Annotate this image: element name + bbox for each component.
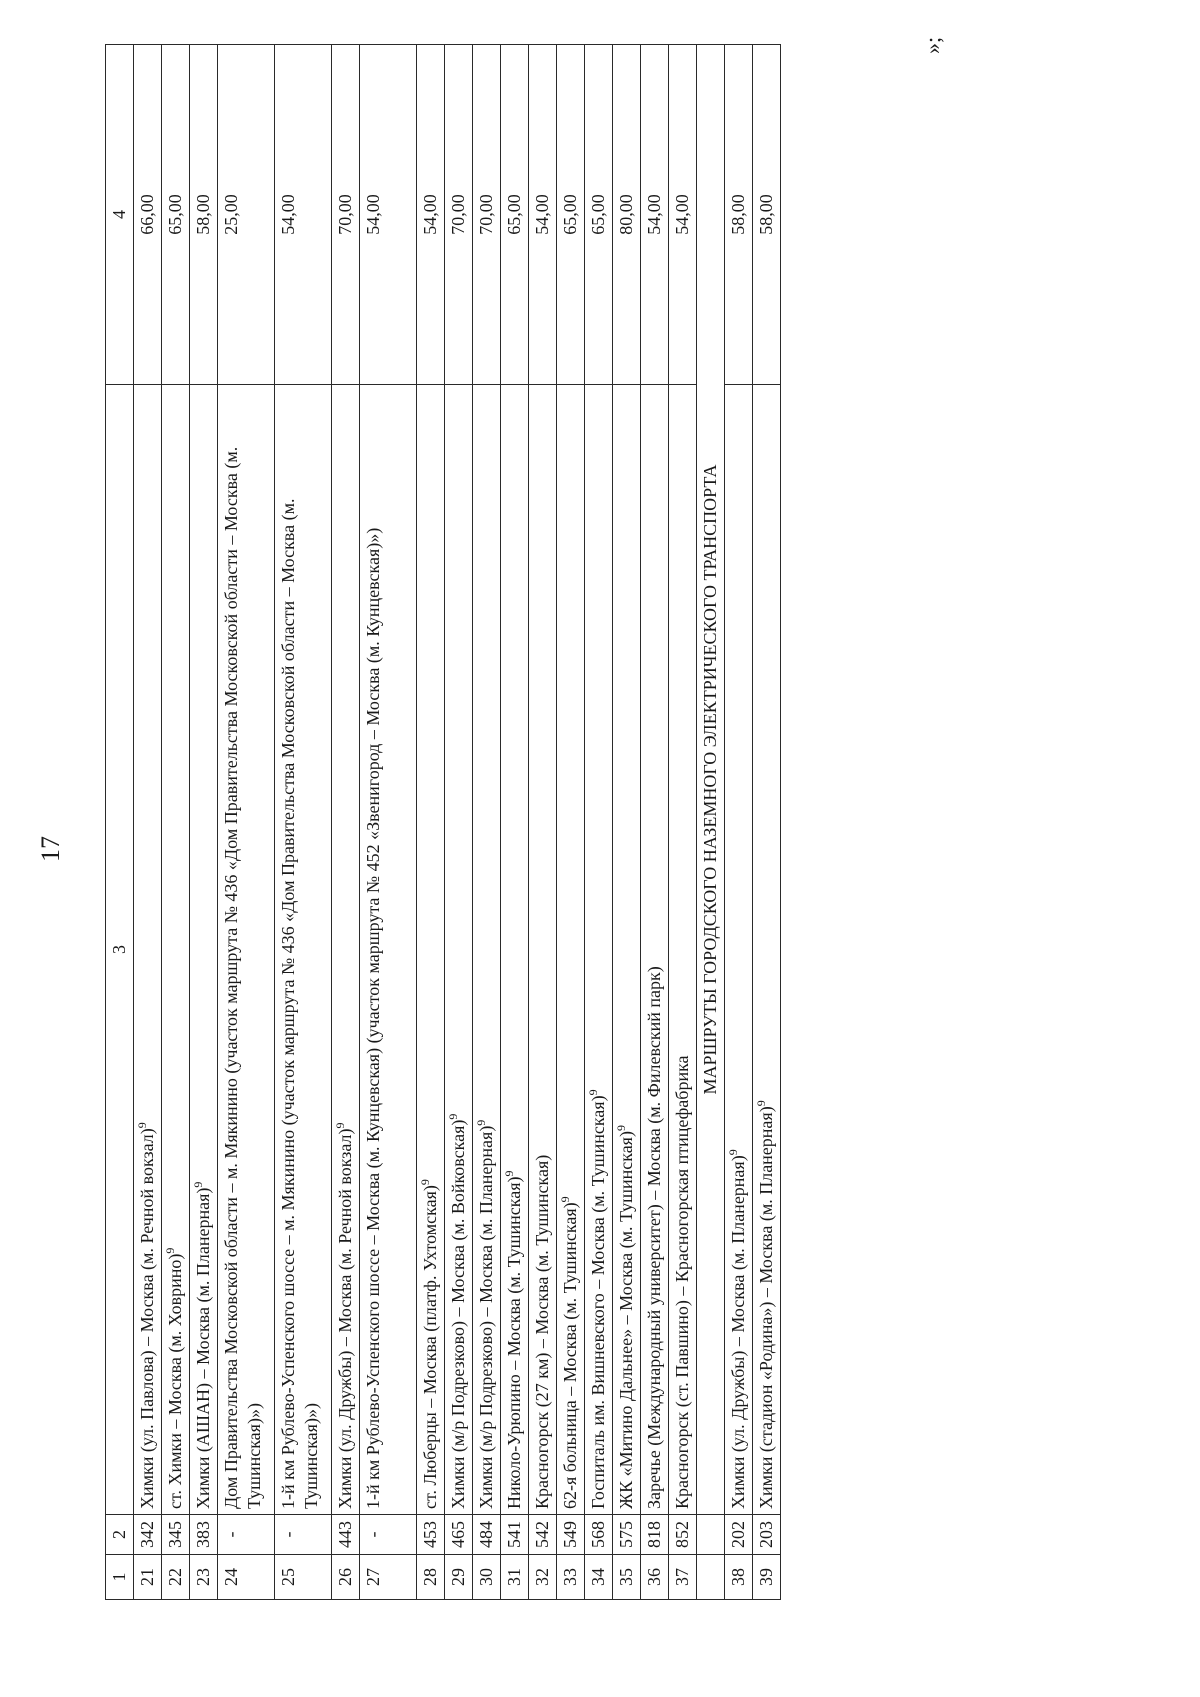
row-number-cell xyxy=(445,1555,473,1600)
fare-text: 54,00 xyxy=(532,194,552,235)
fare-cell xyxy=(641,45,669,385)
row-number-cell xyxy=(585,1555,613,1600)
fare-cell xyxy=(529,45,557,385)
fare-text: 58,00 xyxy=(756,194,776,235)
footnote-marker: 9 xyxy=(191,1181,205,1188)
fare-cell xyxy=(417,45,445,385)
fare-text: 70,00 xyxy=(476,194,496,235)
row-number-text: 27 xyxy=(363,1568,383,1586)
route-name-text: Химки (АШАН) – Москва (м. Планерная) xyxy=(193,1187,213,1509)
empty-cell xyxy=(697,1515,725,1555)
route-code-cell xyxy=(134,1515,162,1555)
route-name-cell xyxy=(360,385,417,1515)
route-code-cell xyxy=(473,1515,501,1555)
route-code-text: 549 xyxy=(560,1521,580,1548)
route-name-text: Госпиталь им. Вишневского – Москва (м. Тушинская) xyxy=(588,1095,608,1509)
table-row xyxy=(585,45,613,1600)
route-name-text: 62-я больница – Москва (м. Тушинская) xyxy=(560,1202,580,1509)
table-row xyxy=(501,45,529,1600)
route-code-cell xyxy=(445,1515,473,1555)
footnote-marker: 9 xyxy=(586,1089,600,1096)
row-number-cell xyxy=(725,1555,753,1600)
table-row xyxy=(190,45,218,1600)
fare-text: 54,00 xyxy=(278,194,298,235)
route-name-cell xyxy=(218,385,275,1515)
fare-text: 65,00 xyxy=(560,194,580,235)
row-number-text: 33 xyxy=(560,1568,580,1586)
route-name-text: Красногорск (27 км) – Москва (м. Тушинская) xyxy=(532,1154,552,1509)
row-number-cell xyxy=(162,1555,190,1600)
route-code-text: - xyxy=(278,1531,298,1538)
row-number-cell xyxy=(641,1555,669,1600)
row-number-text: 35 xyxy=(616,1568,636,1586)
route-code-text: 852 xyxy=(672,1521,692,1548)
row-number-cell xyxy=(134,1555,162,1600)
route-name-text: Красногорск (ст. Павшино) – Красногорская птицефабрика xyxy=(672,1055,692,1509)
route-name-cell xyxy=(585,385,613,1515)
route-code-cell xyxy=(417,1515,445,1555)
page-number: 17 xyxy=(36,836,65,862)
row-number-cell xyxy=(218,1555,275,1600)
route-code-cell xyxy=(218,1515,275,1555)
fare-cell xyxy=(162,45,190,385)
table-row xyxy=(529,45,557,1600)
route-code-text: 542 xyxy=(532,1521,552,1548)
route-code-text: 202 xyxy=(728,1521,748,1548)
route-code-text: 568 xyxy=(588,1521,608,1548)
route-code-text: 342 xyxy=(137,1521,157,1548)
route-code-text: 818 xyxy=(644,1521,664,1548)
route-name-cell xyxy=(417,385,445,1515)
route-code-cell xyxy=(669,1515,697,1555)
table-row xyxy=(557,45,585,1600)
route-name-cell xyxy=(529,385,557,1515)
table-row xyxy=(753,45,781,1600)
route-name-text: ст. Химки – Москва (м. Ховрино) xyxy=(165,1253,185,1509)
header-cell: 4 xyxy=(106,45,134,385)
row-number-cell xyxy=(275,1555,332,1600)
fare-cell xyxy=(725,45,753,385)
fare-text: 54,00 xyxy=(363,194,383,235)
route-code-cell xyxy=(360,1515,417,1555)
fare-cell xyxy=(332,45,360,385)
route-name-cell xyxy=(753,385,781,1515)
route-code-cell xyxy=(613,1515,641,1555)
route-code-cell xyxy=(190,1515,218,1555)
route-name-cell xyxy=(725,385,753,1515)
route-name-cell xyxy=(613,385,641,1515)
fare-cell xyxy=(473,45,501,385)
footnote-marker: 9 xyxy=(446,1113,460,1120)
route-code-text: 541 xyxy=(504,1521,524,1548)
route-code-cell xyxy=(585,1515,613,1555)
table-row xyxy=(473,45,501,1600)
row-number-cell xyxy=(417,1555,445,1600)
footnote-marker: 9 xyxy=(614,1125,628,1132)
fare-cell xyxy=(190,45,218,385)
route-code-text: 345 xyxy=(165,1521,185,1548)
route-name-text: 1-й км Рублево-Успенского шоссе – м. Мякинино (участок маршрута № 436 «Дом Правительства Московской области – Москва (м. Тушинская)») xyxy=(278,498,321,1509)
footnote-marker: 9 xyxy=(726,1149,740,1156)
header-cell: 1 xyxy=(106,1555,134,1600)
route-name-cell xyxy=(134,385,162,1515)
fare-cell xyxy=(753,45,781,385)
route-code-cell xyxy=(275,1515,332,1555)
route-name-cell xyxy=(473,385,501,1515)
fare-cell xyxy=(557,45,585,385)
route-code-cell xyxy=(753,1515,781,1555)
fare-text: 80,00 xyxy=(616,194,636,235)
footnote-marker: 9 xyxy=(502,1170,516,1177)
table-row xyxy=(417,45,445,1600)
route-name-cell xyxy=(557,385,585,1515)
header-cell: 3 xyxy=(106,385,134,1515)
row-number-text: 34 xyxy=(588,1568,608,1586)
footnote-marker: 9 xyxy=(754,1100,768,1107)
footnote-marker: 9 xyxy=(163,1247,177,1254)
route-name-text: Химки (стадион «Родина») – Москва (м. Планерная) xyxy=(756,1106,776,1509)
row-number-text: 37 xyxy=(672,1568,692,1586)
route-name-cell xyxy=(275,385,332,1515)
route-name-text: 1-й км Рублево-Успенского шоссе – Москва (м. Кунцевская) (участок маршрута № 452 «Звенигород – Москва (м. Кунцевская)») xyxy=(363,527,383,1509)
route-code-cell xyxy=(557,1515,585,1555)
route-code-cell xyxy=(162,1515,190,1555)
route-name-text: ЖК «Митино Дальнее» – Москва (м. Тушинская) xyxy=(616,1131,636,1509)
table-row xyxy=(641,45,669,1600)
row-number-cell xyxy=(753,1555,781,1600)
footnote-marker: 9 xyxy=(558,1196,572,1203)
table-row xyxy=(134,45,162,1600)
route-code-cell xyxy=(529,1515,557,1555)
fare-text: 54,00 xyxy=(420,194,440,235)
fare-cell xyxy=(134,45,162,385)
row-number-text: 21 xyxy=(137,1568,157,1586)
row-number-cell xyxy=(669,1555,697,1600)
fare-cell xyxy=(585,45,613,385)
fare-table-body xyxy=(106,45,781,1600)
fare-cell xyxy=(275,45,332,385)
fare-cell xyxy=(613,45,641,385)
table-row xyxy=(613,45,641,1600)
fare-table-rotated-container xyxy=(105,45,781,1600)
table-row xyxy=(162,45,190,1600)
table-row xyxy=(218,45,275,1600)
row-number-cell xyxy=(529,1555,557,1600)
route-name-text: Химки (ул. Дружбы) – Москва (м. Планерная) xyxy=(728,1155,748,1509)
row-number-cell xyxy=(332,1555,360,1600)
footnote-marker: 9 xyxy=(418,1179,432,1186)
empty-cell xyxy=(697,1555,725,1600)
row-number-text: 28 xyxy=(420,1568,440,1586)
table-row xyxy=(669,45,697,1600)
row-number-cell xyxy=(501,1555,529,1600)
table-row xyxy=(275,45,332,1600)
route-name-text: Химки (м/р Подрезково) – Москва (м. Войковская) xyxy=(448,1119,468,1509)
header-cell: 2 xyxy=(106,1515,134,1555)
footnote-marker: 9 xyxy=(474,1119,488,1126)
fare-table xyxy=(105,44,781,1600)
row-number-text: 24 xyxy=(221,1568,241,1586)
route-code-text: 575 xyxy=(616,1521,636,1548)
fare-cell xyxy=(218,45,275,385)
route-name-cell xyxy=(641,385,669,1515)
route-name-text: Дом Правительства Московской области – м. Мякинино (участок маршрута № 436 «Дом Правительства Московской области – Москва (м. Тушинская)») xyxy=(221,446,264,1509)
fare-text: 25,00 xyxy=(221,194,241,235)
row-number-text: 31 xyxy=(504,1568,524,1586)
row-number-text: 26 xyxy=(335,1568,355,1586)
route-name-text: Заречье (Международный университет) – Москва (м. Филевский парк) xyxy=(644,966,664,1509)
fare-text: 70,00 xyxy=(335,194,355,235)
route-code-text: - xyxy=(363,1531,383,1538)
route-code-text: 443 xyxy=(335,1521,355,1548)
route-code-text: 465 xyxy=(448,1521,468,1548)
fare-text: 65,00 xyxy=(165,194,185,235)
row-number-text: 38 xyxy=(728,1568,748,1586)
route-name-cell xyxy=(501,385,529,1515)
fare-text: 65,00 xyxy=(588,194,608,235)
fare-text: 65,00 xyxy=(504,194,524,235)
table-row xyxy=(332,45,360,1600)
row-number-text: 32 xyxy=(532,1568,552,1586)
fare-text: 58,00 xyxy=(728,194,748,235)
row-number-cell xyxy=(613,1555,641,1600)
route-name-cell xyxy=(669,385,697,1515)
table-row xyxy=(360,45,417,1600)
row-number-cell xyxy=(190,1555,218,1600)
fare-cell xyxy=(360,45,417,385)
row-number-cell xyxy=(557,1555,585,1600)
table-row xyxy=(445,45,473,1600)
row-number-text: 30 xyxy=(476,1568,496,1586)
row-number-text: 39 xyxy=(756,1568,776,1586)
route-name-text: ст. Люберцы – Москва (платф. Ухтомская) xyxy=(420,1185,440,1509)
row-number-text: 25 xyxy=(278,1568,298,1586)
route-name-cell xyxy=(332,385,360,1515)
section-title: МАРШРУТЫ ГОРОДСКОГО НАЗЕМНОГО ЭЛЕКТРИЧЕСКОГО ТРАНСПОРТА xyxy=(697,45,725,1515)
route-name-text: Химки (м/р Подрезково) – Москва (м. Планерная) xyxy=(476,1125,496,1509)
fare-cell xyxy=(501,45,529,385)
route-name-text: Николо-Урюпино – Москва (м. Тушинская) xyxy=(504,1176,524,1509)
footnote-marker: 9 xyxy=(333,1122,347,1129)
row-number-cell xyxy=(473,1555,501,1600)
route-name-text: Химки (ул. Дружбы) – Москва (м. Речной вокзал) xyxy=(335,1128,355,1509)
fare-text: 70,00 xyxy=(448,194,468,235)
route-code-text: 203 xyxy=(756,1521,776,1548)
row-number-text: 29 xyxy=(448,1568,468,1586)
row-number-cell xyxy=(360,1555,417,1600)
route-name-text: Химки (ул. Павлова) – Москва (м. Речной вокзал) xyxy=(137,1128,157,1509)
route-code-text: 453 xyxy=(420,1521,440,1548)
fare-text: 54,00 xyxy=(644,194,664,235)
fare-text: 54,00 xyxy=(672,194,692,235)
row-number-text: 23 xyxy=(193,1568,213,1586)
route-code-text: 383 xyxy=(193,1521,213,1548)
closing-quote-mark: »; xyxy=(920,36,945,54)
route-code-text: 484 xyxy=(476,1521,496,1548)
route-code-cell xyxy=(332,1515,360,1555)
route-name-cell xyxy=(162,385,190,1515)
route-code-cell xyxy=(501,1515,529,1555)
fare-cell xyxy=(445,45,473,385)
fare-cell xyxy=(669,45,697,385)
section-heading-row xyxy=(697,45,725,1600)
footnote-marker: 9 xyxy=(135,1122,149,1129)
row-number-text: 22 xyxy=(165,1568,185,1586)
row-number-text: 36 xyxy=(644,1568,664,1586)
route-code-text: - xyxy=(221,1531,241,1538)
route-code-cell xyxy=(641,1515,669,1555)
route-code-cell xyxy=(725,1515,753,1555)
route-name-cell xyxy=(445,385,473,1515)
table-row xyxy=(725,45,753,1600)
fare-text: 66,00 xyxy=(137,194,157,235)
route-name-cell xyxy=(190,385,218,1515)
table-header-row xyxy=(106,45,134,1600)
fare-text: 58,00 xyxy=(193,194,213,235)
